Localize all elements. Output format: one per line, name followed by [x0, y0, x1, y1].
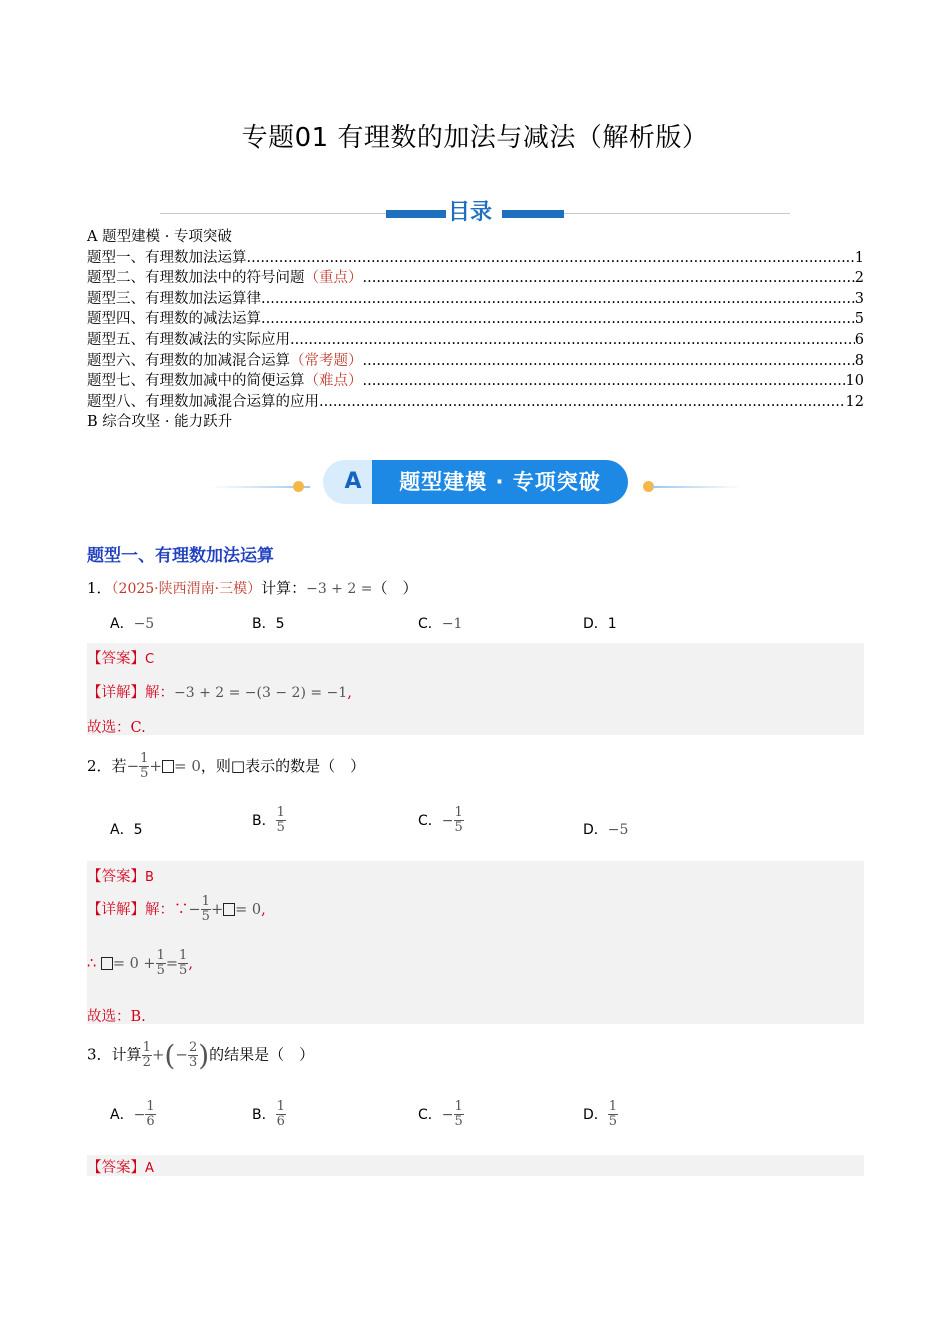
option-c[interactable]: C．− $\frac{1}{5}$ [418, 805, 463, 836]
detail-line: 【详解】解：−3 + 2 = −(3 − 2) = −1, [87, 685, 352, 701]
answer-box-3 [87, 1155, 864, 1176]
option-a[interactable]: A．−5 [110, 616, 155, 632]
toc-part-b[interactable]: B 综合攻坚 · 能力跃升 [87, 414, 233, 431]
toc-entry[interactable]: 题型四、有理数的减法运算 ..... 5 [87, 309, 864, 330]
conclusion-line: 故选：C. [87, 720, 146, 736]
answer-box-2 [87, 861, 864, 1024]
answer-line: 【答案】C [87, 651, 155, 667]
detail-line: 【详解】解：∵− $\frac{1}{5}$ + = 0, [87, 894, 266, 925]
option-c[interactable]: C．−1 [418, 616, 463, 632]
fraction: $\frac{1}{5}$ [140, 751, 149, 782]
toc-entry[interactable]: 题型八、有理数加减混合运算的应用 ..... 12 [87, 392, 864, 413]
toc-entry[interactable]: 题型五、有理数减法的实际应用 ..... 6 [87, 330, 864, 351]
question-3: 3．计算 $\frac{1}{2}$ +(− $\frac{2}{3}$ )的结果是（ ） [87, 1039, 315, 1072]
option-d[interactable]: D．1 [583, 616, 617, 632]
toc-divider-left [160, 213, 390, 214]
option-b[interactable]: B． $\frac{1}{5}$ [252, 805, 285, 836]
section-title: 题型一、有理数加法运算 [87, 546, 274, 566]
banner-line-right [652, 486, 742, 488]
question-1: 1．（2025·陕西渭南·三模）计算：−3 + 2 =（ ） [87, 579, 418, 597]
toc-entry[interactable]: 题型一、有理数加法运算 ..... 1 [87, 248, 864, 269]
question-2: 2．若− $\frac{1}{5}$ + = 0，则□表示的数是（ ） [87, 751, 366, 782]
therefore-line: ∴ = 0 + $\frac{1}{5}$ = $\frac{1}{5}$ , [87, 948, 193, 979]
document-title: 专题01 有理数的加法与减法（解析版） [241, 123, 709, 153]
question-expression: −3 + 2 = [306, 581, 373, 597]
toc-entry[interactable]: 题型六、有理数的加减混合运算 （常考题） ..... 8 [87, 351, 864, 372]
conclusion-line: 故选：B. [87, 1009, 146, 1025]
question-number: 2． [87, 756, 112, 775]
answer-line: 【答案】B [87, 869, 154, 885]
answer-box-1 [87, 643, 864, 735]
toc-divider-right [560, 213, 790, 214]
banner-letter: A [323, 460, 383, 504]
table-of-contents [87, 227, 864, 433]
banner-text: 题型建模 · 专项突破 [372, 460, 628, 504]
question-number: 3． [87, 1045, 112, 1064]
blank-box [162, 760, 174, 773]
answer-line: 【答案】A [87, 1160, 154, 1176]
option-c[interactable]: C．− $\frac{1}{5}$ [418, 1099, 463, 1130]
toc-entry[interactable]: 题型七、有理数加减中的简便运算 （难点） ..... 10 [87, 371, 864, 392]
option-d[interactable]: D．−5 [583, 822, 629, 838]
option-b[interactable]: B． $\frac{1}{6}$ [252, 1099, 285, 1130]
option-a[interactable]: A．− $\frac{1}{6}$ [110, 1099, 155, 1130]
toc-entry[interactable]: 题型二、有理数加法中的符号问题 （重点） ..... 2 [87, 268, 864, 289]
banner-dot-left [293, 481, 304, 492]
toc-bar-left [386, 210, 446, 218]
option-a[interactable]: A．5 [110, 822, 143, 838]
toc-entry[interactable]: 题型三、有理数加法运算律 ..... 3 [87, 289, 864, 310]
toc-heading: 目录 [448, 200, 493, 225]
question-number: 1． [87, 579, 112, 597]
option-b[interactable]: B．5 [252, 616, 285, 632]
option-d[interactable]: D． $\frac{1}{5}$ [583, 1099, 618, 1130]
question-source: （2025·陕西渭南·三模） [111, 581, 262, 597]
toc-part-a[interactable]: A 题型建模 · 专项突破 [87, 229, 232, 245]
toc-bar-right [502, 210, 564, 218]
